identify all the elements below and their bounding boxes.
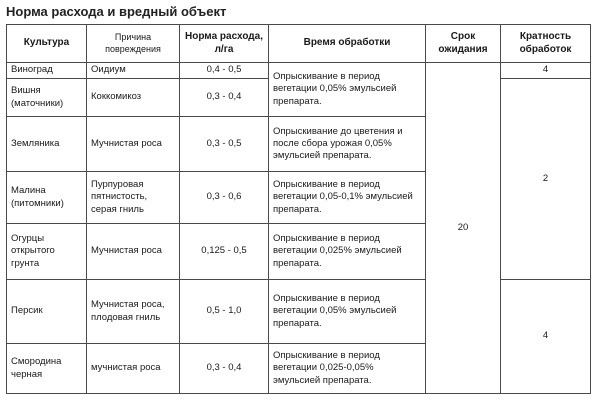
cause-cell: Оидиум <box>87 63 180 79</box>
multiplicity-cell: 2 <box>501 79 591 280</box>
header-multiplicity: Кратность обработок <box>501 25 591 63</box>
rate-cell: 0,4 - 0,5 <box>180 63 269 79</box>
spray-rates-table <box>6 24 591 394</box>
crop-cell: Огурцы открытого грунта <box>7 224 87 280</box>
header-wait: Срок ожидания <box>426 25 501 63</box>
header-timing: Время обработки <box>269 25 426 63</box>
timing-cell: Опрыскивание в период вегетации 0,05% эмульсией препарата. <box>269 63 426 117</box>
rate-cell: 0,3 - 0,4 <box>180 344 269 394</box>
timing-cell: Опрыскивание до цветения и после сбора урожая 0,05% эмульсией препарата. <box>269 117 426 172</box>
timing-cell: Опрыскивание в период вегетации 0,025% эмульсией препарата. <box>269 224 426 280</box>
cause-cell: Пурпуровая пятнистость, серая гниль <box>87 172 180 224</box>
timing-cell: Опрыскивание в период вегетации 0,025-0,05% эмульсией препарата. <box>269 344 426 394</box>
crop-cell: Персик <box>7 280 87 344</box>
cause-cell: мучнистая роса <box>87 344 180 394</box>
wait-cell: 20 <box>426 63 501 394</box>
timing-cell: Опрыскивание в период вегетации 0,05-0,1% эмульсией препарата. <box>269 172 426 224</box>
page-title: Норма расхода и вредный объект <box>6 4 227 19</box>
crop-cell: Земляника <box>7 117 87 172</box>
rate-cell: 0,5 - 1,0 <box>180 280 269 344</box>
crop-cell: Малина (питомники) <box>7 172 87 224</box>
cause-cell: Мучнистая роса <box>87 117 180 172</box>
crop-cell: Смородина черная <box>7 344 87 394</box>
rate-cell: 0,3 - 0,5 <box>180 117 269 172</box>
table-row <box>7 280 591 344</box>
header-crop: Культура <box>7 25 87 63</box>
cause-cell: Мучнистая роса <box>87 224 180 280</box>
multiplicity-cell: 4 <box>501 280 591 394</box>
crop-cell: Вишня (маточники) <box>7 79 87 117</box>
timing-cell: Опрыскивание в период вегетации 0,05% эмульсией препарата. <box>269 280 426 344</box>
header-rate: Норма расхода, л/га <box>180 25 269 63</box>
rate-cell: 0,3 - 0,4 <box>180 79 269 117</box>
multiplicity-cell: 4 <box>501 63 591 79</box>
rate-cell: 0,125 - 0,5 <box>180 224 269 280</box>
cause-cell: Коккомикоз <box>87 79 180 117</box>
header-cause: Причина повреждения <box>87 25 180 63</box>
table-row <box>7 63 591 79</box>
cause-cell: Мучнистая роса, плодовая гниль <box>87 280 180 344</box>
crop-cell: Виноград <box>7 63 87 79</box>
rate-cell: 0,3 - 0,6 <box>180 172 269 224</box>
header-row <box>7 25 591 63</box>
